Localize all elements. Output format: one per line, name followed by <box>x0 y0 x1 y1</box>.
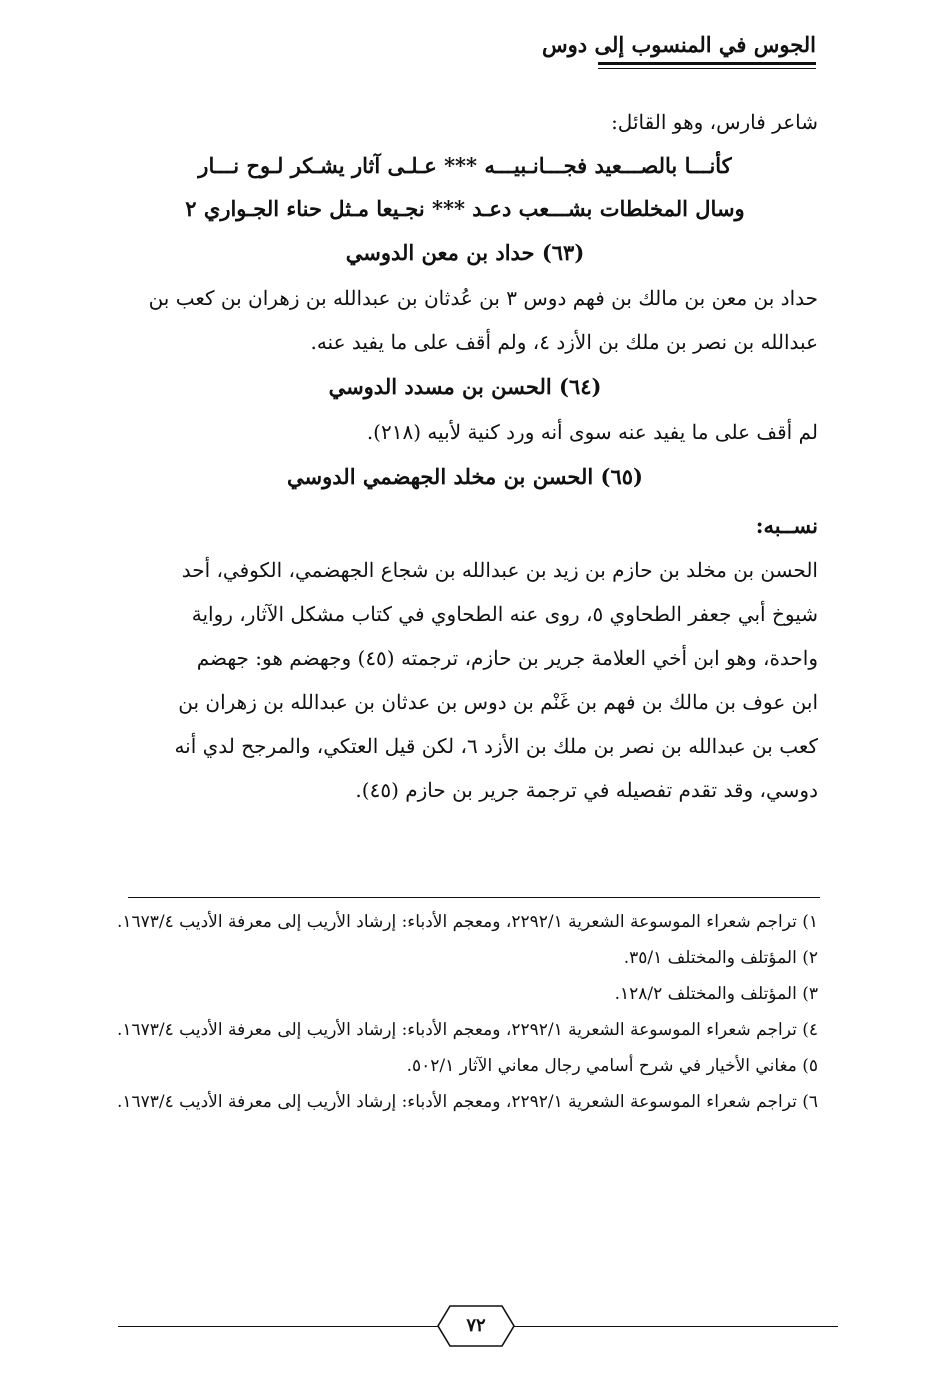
footnote-2: ٢) المؤتلف والمختلف ٣٥/١. <box>623 948 818 968</box>
entry-65-heading: (٦٥) الحسن بن مخلد الجهضمي الدوسي <box>287 464 643 489</box>
running-header <box>100 30 816 60</box>
entry-64-heading: (٦٤) الحسن بن مسدد الدوسي <box>328 374 602 399</box>
entry-65-lineage-subheading: نســبه: <box>755 513 818 538</box>
entry-65-line-2: شيوخ أبي جعفر الطحاوي ٥، روى عنه الطحاوي في كتاب مشكل الآثار، رواية <box>191 602 818 626</box>
entry-65-line-4: ابن عوف بن مالك بن فهم بن غَنْم بن دوس بن عدثان بن عبدالله بن زهران بن <box>178 690 818 714</box>
entry-64-text: لم أقف على ما يفيد عنه سوى أنه ورد كنية لأبيه (٢١٨). <box>366 420 818 444</box>
footnote-separator <box>128 897 820 898</box>
header-rule-thin <box>598 68 816 69</box>
entry-63-line-2: عبدالله بن نصر بن ملك بن الأزد ٤، ولم أقف على ما يفيد عنه. <box>310 330 818 354</box>
entry-65-line-3: واحدة، وهو ابن أخي العلامة جرير بن حازم، ترجمته (٤٥) وجهضم هو: جهضم <box>196 646 818 670</box>
entry-65-line-1: الحسن بن مخلد بن حازم بن زيد بن عبدالله بن شجاع الجهضمي، الكوفي، أحد <box>181 558 818 582</box>
header-rule-thick <box>598 62 816 65</box>
footnote-5: ٥) مغاني الأخيار في شرح أسامي رجال معاني الآثار ٥٠٢/١. <box>406 1056 818 1076</box>
footnote-6: ٦) تراجم شعراء الموسوعة الشعرية ٢٢٩٢/١، ومعجم الأدباء: إرشاد الأريب إلى معرفة الأديب ١٦٧٣/٤. <box>116 1092 818 1112</box>
entry-65-line-5: كعب بن عبدالله بن نصر بن ملك بن الأزد ٦، لكن قيل العتكي، والمرجح لدي أنه <box>174 734 818 758</box>
footnote-4: ٤) تراجم شعراء الموسوعة الشعرية ٢٢٩٢/١، ومعجم الأدباء: إرشاد الأريب إلى معرفة الأديب ١٦٧٣/٤. <box>116 1020 818 1040</box>
entry-63-heading: (٦٣) حداد بن معن الدوسي <box>345 240 585 265</box>
main-text <box>112 98 818 812</box>
running-header-title: الجوس في المنسوب إلى دوس <box>542 32 816 57</box>
footnote-3: ٣) المؤتلف والمختلف ١٢٨/٢. <box>614 984 818 1004</box>
poem-verse-2: وسال المخلطات بشـــعب دعـد *** نجـيعا مـثل حناء الجـواري ٢ <box>185 196 745 221</box>
footnotes <box>112 906 818 1122</box>
entry-63-line-1: حداد بن معن بن مالك بن فهم دوس ٣ بن عُدثان بن عبدالله بن زهران بن كعب بن <box>148 286 818 310</box>
poem-verse-1: كأنـــا بالصـــعيد فجـــانـبيـــه *** عـلـى آثار يشـكر لـوح نـــار <box>198 153 732 178</box>
footnote-1: ١) تراجم شعراء الموسوعة الشعرية ٢٢٩٢/١، ومعجم الأدباء: إرشاد الأريب إلى معرفة الأديب ١٦٧٣/٤. <box>116 912 818 932</box>
page-number: ٧٢ <box>466 1315 486 1336</box>
intro-line: شاعر فارس، وهو القائل: <box>611 110 818 134</box>
entry-65-line-6: دوسي، وقد تقدم تفصيله في ترجمة جرير بن حازم (٤٥). <box>355 778 818 802</box>
